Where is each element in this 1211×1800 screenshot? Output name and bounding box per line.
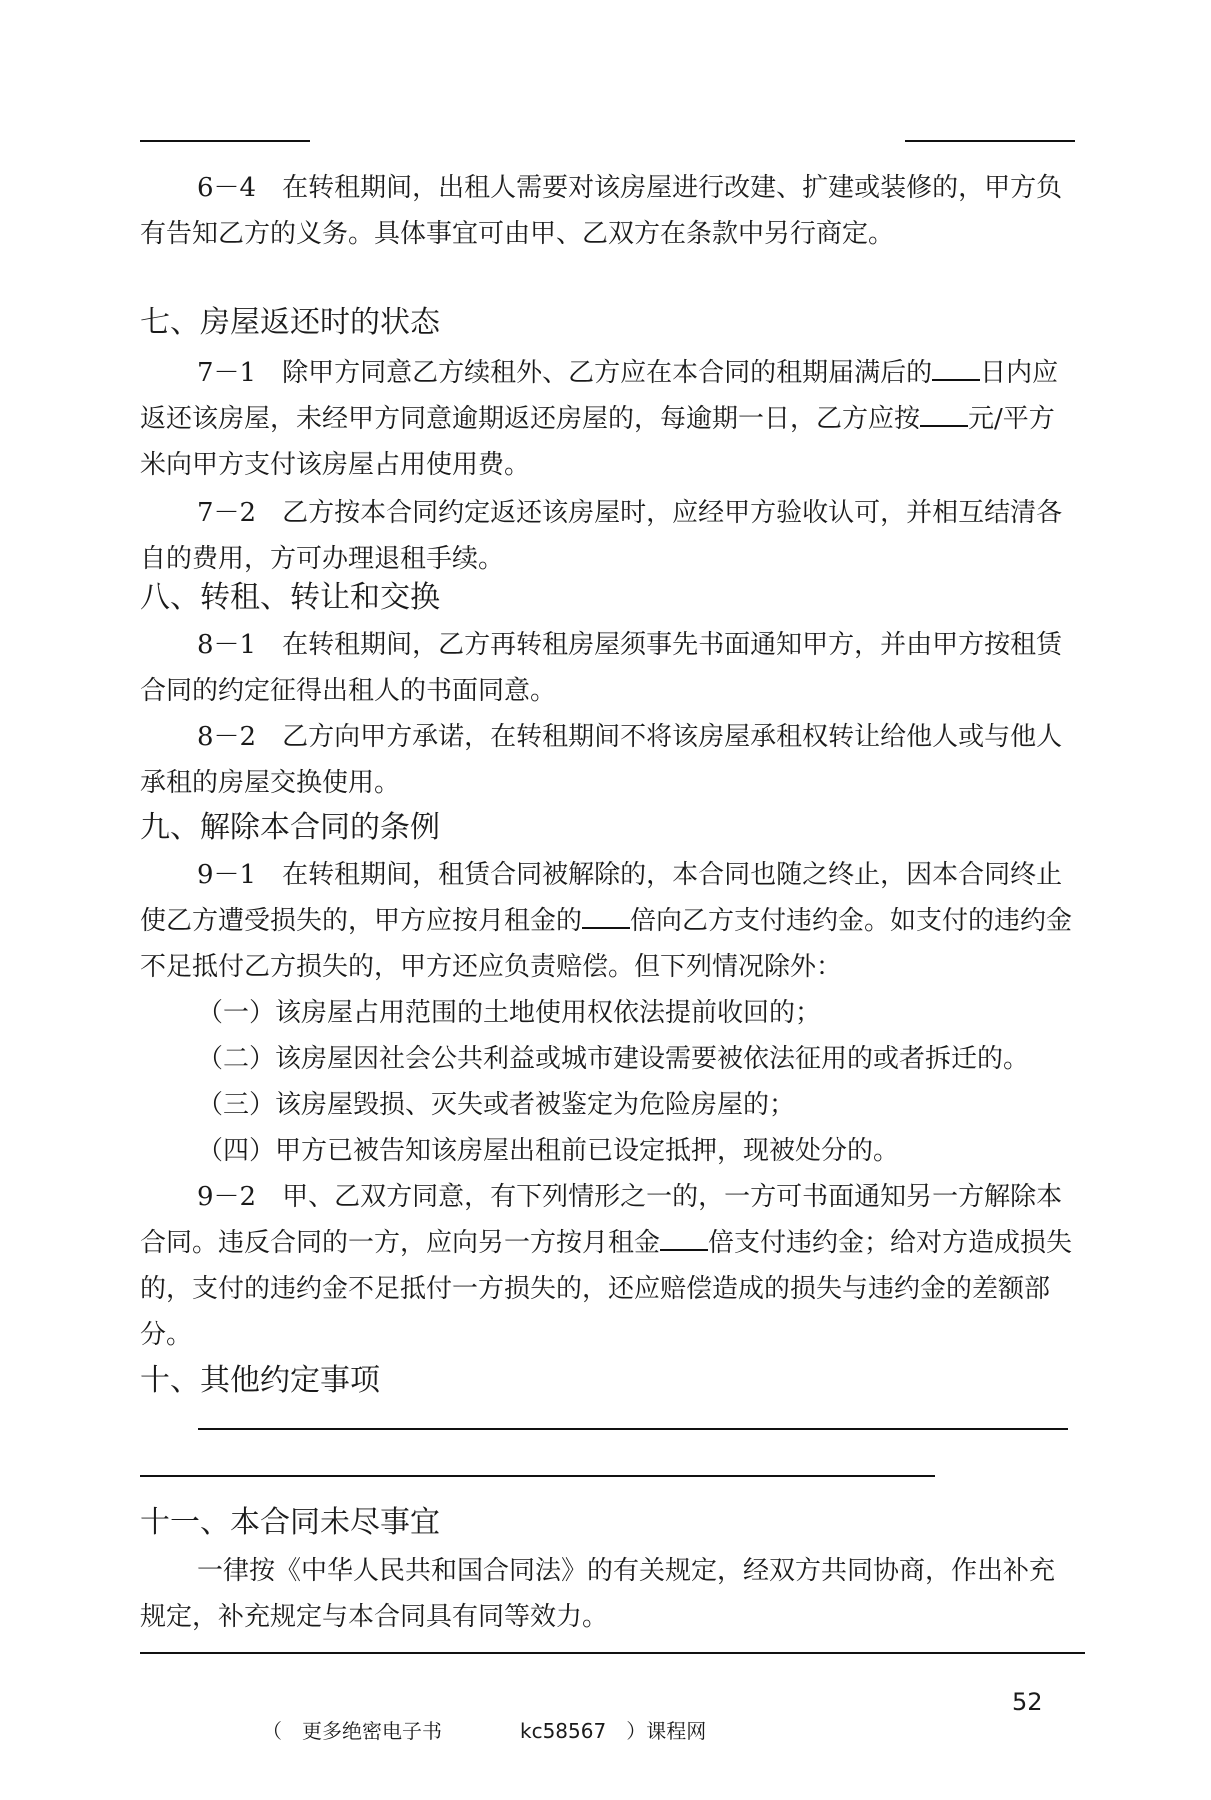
fill-blank bbox=[932, 357, 980, 381]
fill-blank bbox=[920, 403, 968, 427]
paragraph-11: 一律按《中华人民共和国合同法》的有关规定，经双方共同协商，作出补充规定，补充规定与本合同具有同等效力。 bbox=[140, 1556, 1056, 1632]
fill-blank bbox=[660, 1227, 708, 1251]
footer-rule bbox=[140, 1652, 1085, 1654]
paragraph-6-4: 6－4 在转租期间，出租人需要对该房屋进行改建、扩建或装修的，甲方负有告知乙方的义务。具体事宜可由甲、乙双方在条款中另行商定。 bbox=[140, 173, 1063, 249]
paragraph-7-1-part-c: 元/平方米向甲方支付该房屋占用使用费。 bbox=[140, 404, 1055, 480]
top-rule-right bbox=[905, 140, 1075, 142]
list-item-3: （三）该房屋毁损、灭失或者被鉴定为危险房屋的； bbox=[197, 1090, 796, 1120]
paragraph-8-2: 8－2 乙方向甲方承诺，在转租期间不将该房屋承租权转让给他人或与他人承租的房屋交换使用。 bbox=[140, 722, 1063, 798]
blank-line bbox=[198, 1428, 1068, 1430]
paragraph-7-2: 7－2 乙方按本合同约定返还该房屋时，应经甲方验收认可，并相互结清各自的费用，方可办理退租手续。 bbox=[140, 498, 1063, 574]
paragraph-7-1 bbox=[140, 350, 1075, 488]
heading-section-7: 七、房屋返还时的状态 bbox=[140, 305, 440, 340]
list-item-4: （四）甲方已被告知该房屋出租前已设定抵押，现被处分的。 bbox=[197, 1136, 900, 1166]
paragraph-9-1-part-a: 9－1 在转租期间，租赁合同被解除的，本合同也随之终止，因本合同终止使乙方遭受损失的，甲方应按月租金的 bbox=[140, 860, 1063, 936]
footer-left-text: （ 更多绝密电子书 bbox=[262, 1719, 442, 1743]
list-item-2: （二）该房屋因社会公共利益或城市建设需要被依法征用的或者拆迁的。 bbox=[197, 1044, 1030, 1074]
heading-section-9: 九、解除本合同的条例 bbox=[140, 810, 440, 845]
paragraph-8-1: 8－1 在转租期间，乙方再转租房屋须事先书面通知甲方，并由甲方按租赁合同的约定征得出租人的书面同意。 bbox=[140, 630, 1063, 706]
paragraph-9-2-part-a: 9－2 甲、乙双方同意，有下列情形之一的，一方可书面通知另一方解除本合同。违反合同的一方，应向另一方按月租金 bbox=[140, 1182, 1063, 1258]
heading-section-8: 八、转租、转让和交换 bbox=[140, 580, 440, 615]
paragraph-9-2 bbox=[140, 1174, 1075, 1358]
page-number: 52 bbox=[1012, 1688, 1043, 1716]
blank-line bbox=[140, 1475, 935, 1477]
paragraph-7-1-part-a: 7－1 除甲方同意乙方续租外、乙方应在本合同的租期届满后的 bbox=[197, 358, 933, 388]
paragraph-9-1-part-b: 倍向乙方支付违约金。如支付的违约金不足抵付乙方损失的，甲方还应负责赔偿。但下列情况除外： bbox=[140, 906, 1073, 982]
top-rule-left bbox=[140, 140, 310, 142]
paragraph-9-2-part-b: 倍支付违约金；给对方造成损失的，支付的违约金不足抵付一方损失的，还应赔偿造成的损失与违约金的差额部分。 bbox=[140, 1228, 1073, 1350]
fill-blank bbox=[582, 905, 630, 929]
footer-right-text: kc58567 ）课程网 bbox=[520, 1719, 707, 1743]
paragraph-7-1-part-b: 日内应返还该房屋，未经甲方同意逾期返还房屋的，每逾期一日，乙方应按 bbox=[140, 358, 1059, 434]
heading-section-10: 十、其他约定事项 bbox=[140, 1363, 380, 1398]
paragraph-9-1 bbox=[140, 852, 1075, 990]
heading-section-11: 十一、本合同未尽事宜 bbox=[140, 1505, 440, 1540]
list-item-1: （一）该房屋占用范围的土地使用权依法提前收回的； bbox=[197, 998, 822, 1028]
